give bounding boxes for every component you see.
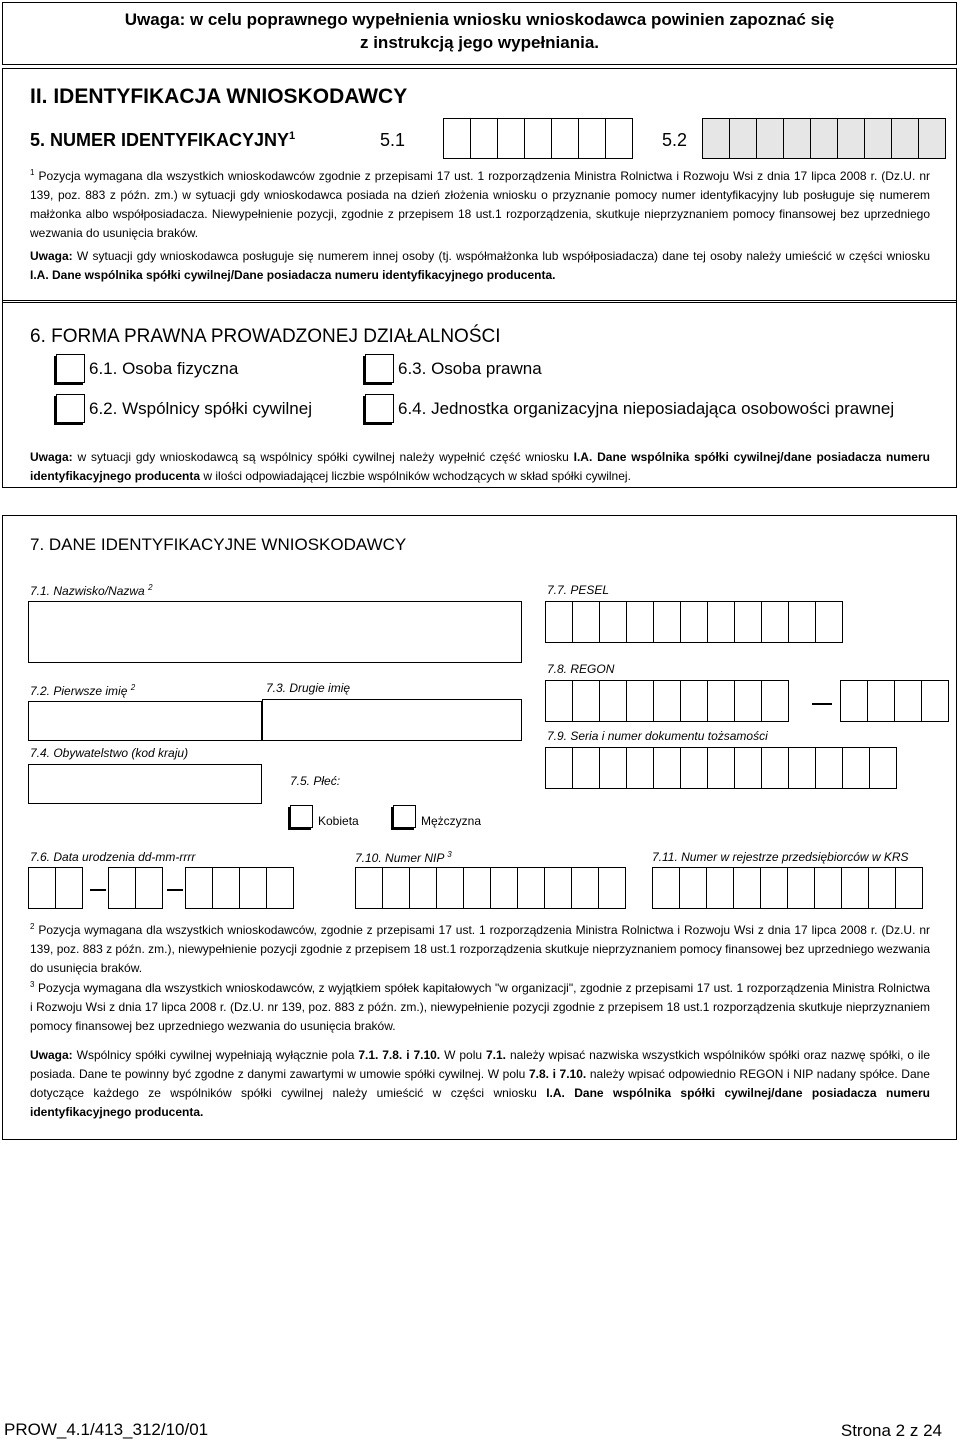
- footnote1-sup: 1: [30, 168, 35, 177]
- section7-note-h: I.A. Dane wspólnika spółki cywilnej/dane posiadacza numeru identyfikacyjnego producenta.: [30, 1086, 930, 1119]
- section7-note-a: Wspólnicy spółki cywilnej wypełniają wyłącznie pola: [76, 1048, 355, 1062]
- header-line1: Uwaga: w celu poprawnego wypełnienia wniosku wnioskodawca powinien zapoznać się: [124, 10, 835, 29]
- opt61-checkbox[interactable]: [56, 354, 85, 383]
- footnote2-sup: 2: [30, 922, 35, 931]
- f73-input[interactable]: [262, 699, 522, 741]
- footnote2-text: Pozycja wymagana dla wszystkich wnioskodawców, zgodnie z przepisami 17 ust. 1 rozporządzenia Ministra Rolnictwa i Rozwoju Wsi z dnia 17 lipca 2008 r. (Dz.U. nr 139, poz. 883 z późn. zm.), niewypełnienie pozycji zgodnie z przepisem 18 ust.1 rozporządzenia skutkuje nieprzyznaniem pomocy finansowej bez uprzedniego wezwania do usunięcia braków.: [30, 923, 930, 975]
- header-line2: z instrukcją jego wypełniania.: [359, 33, 599, 52]
- footer-page: Strona 2 z 24: [840, 1421, 942, 1440]
- f76-separator-2: [167, 889, 183, 891]
- f72-label-text: 7.2. Pierwsze imię: [30, 684, 128, 698]
- f78-separator: [812, 703, 832, 705]
- section7-note-e: należy wpisać nazwiska wszystkich wspólników spółki oraz nazwę spółki, o ile posiada. Dane te powinny być zgodne z danymi zawartymi w umowie spółki cywilnej. W polu: [30, 1048, 931, 1081]
- mezczyzna-label: Mężczyzna: [421, 814, 482, 828]
- section2-note-bold: I.A. Dane wspólnika spółki cywilnej/Dane posiadacza numeru identyfikacyjnego producenta.: [30, 268, 556, 282]
- f76-separator-1: [90, 889, 106, 891]
- opt62-checkbox[interactable]: [56, 394, 85, 423]
- section6-note: [30, 448, 930, 486]
- field5-label: [30, 130, 295, 151]
- section2-note: [30, 247, 930, 285]
- kobieta-label: Kobieta: [318, 814, 359, 828]
- section7-note-b: 7.1. 7.8. i 7.10.: [358, 1048, 441, 1062]
- f72-label: [30, 683, 135, 698]
- f711-krs-cells[interactable]: [652, 867, 923, 909]
- section7-title: 7. DANE IDENTYFIKACYJNE WNIOSKODAWCY: [30, 535, 407, 554]
- f71-input[interactable]: [28, 601, 522, 663]
- footnote3-sup: 3: [30, 980, 35, 989]
- field5-sup: 1: [289, 130, 296, 142]
- section7-note: [30, 1046, 930, 1122]
- section7-note-d: 7.1.: [485, 1048, 506, 1062]
- f76-label: 7.6. Data urodzenia dd-mm-rrrr: [30, 850, 196, 864]
- section2-title: II. IDENTYFIKACJA WNIOSKODAWCY: [30, 85, 408, 108]
- f79-label: 7.9. Seria i numer dokumentu tożsamości: [547, 729, 768, 743]
- section2-note-label: Uwaga:: [30, 249, 73, 263]
- f72-input[interactable]: [28, 701, 262, 741]
- mezczyzna-checkbox[interactable]: [393, 805, 416, 828]
- section2-note-text: W sytuacji gdy wnioskodawca posługuje się numerem innej osoby (tj. współmałżonka lub współposiadacza) dane tej osoby należy umieścić w części wniosku: [76, 249, 930, 263]
- f77-pesel-cells[interactable]: [545, 601, 843, 643]
- footer-code: PROW_4.1/413_312/10/01: [4, 1420, 209, 1439]
- section7-note-g: należy wpisać odpowiednio REGON i NIP nadany spółce. Dane dotyczące każdego ze wspólników spółki cywilnej należy umieścić w części wniosku: [30, 1067, 930, 1100]
- field5-label-text: 5. NUMER IDENTYFIKACYJNY: [30, 130, 290, 150]
- section6-note-text2: w ilości odpowiadającej liczbie wspólników wchodzących w skład spółki cywilnej.: [203, 469, 631, 483]
- footnote3-text: Pozycja wymagana dla wszystkich wnioskodawców, z wyjątkiem spółek kapitałowych "w organizacji", zgodnie z przepisami 17 ust. 1 rozporządzenia Ministra Rolnictwa i Rozwoju Wsi z dnia 17 lipca 2008 r. (Dz.U. nr 139, poz. 883 z późn. zm.), niewypełnienie pozycji zgodnie z przepisem 18 ust.1 rozporządzenia skutkuje nieprzyznaniem pomocy finansowej bez uprzedniego wezwania do usunięcia braków.: [30, 981, 930, 1033]
- f711-label: 7.11. Numer w rejestrze przedsiębiorców w KRS: [652, 850, 909, 864]
- f78-label: 7.8. REGON: [547, 662, 615, 676]
- opt63-label: 6.3. Osoba prawna: [398, 359, 542, 378]
- opt64-checkbox[interactable]: [365, 394, 394, 423]
- f710-sup: 3: [447, 850, 452, 859]
- section7-note-f: 7.8. i 7.10.: [528, 1067, 587, 1081]
- f73-label: 7.3. Drugie imię: [266, 681, 351, 695]
- opt64-label: 6.4. Jednostka organizacyjna nieposiadająca osobowości prawnej: [398, 399, 895, 418]
- f710-label: [355, 850, 452, 865]
- f75-label: 7.5. Płeć:: [290, 774, 341, 788]
- section7-note-label: Uwaga:: [30, 1048, 73, 1062]
- section6-note-bold1: I.A. Dane wspólnika spółki cywilnej/dane posiadacza numeru identyfikacyjnego producenta: [30, 450, 930, 483]
- f77-label: 7.7. PESEL: [547, 583, 610, 597]
- sub52-label: 5.2: [662, 130, 688, 150]
- f710-nip-cells[interactable]: [355, 867, 626, 909]
- kobieta-checkbox[interactable]: [290, 805, 313, 828]
- f74-label: 7.4. Obywatelstwo (kod kraju): [30, 746, 189, 760]
- f78-regon-cells-a[interactable]: [545, 680, 789, 722]
- f76-month-cells[interactable]: [108, 867, 163, 909]
- f76-year-cells[interactable]: [185, 867, 294, 909]
- footnote1-text: Pozycja wymagana dla wszystkich wnioskodawców zgodnie z przepisami 17 ust. 1 rozporządzenia Ministra Rolnictwa i Rozwoju Wsi z dnia 17 lipca 2008 r. (Dz.U. nr 139, poz. 883 z późn. zm.) w sytuacji gdy wnioskodawca posiada na dzień złożenia wniosku o przyznanie pomocy numer identyfikacyjny lub posługuje się numerem małżonka albo współposiadacza. Niewypełnienie pozycji, zgodnie z przepisem 18 ust.1 rozporządzenia, skutkuje nieprzyznaniem pomocy finansowej bez uprzedniego wezwania do usunięcia braków.: [30, 169, 930, 240]
- sub51-label: 5.1: [380, 130, 406, 150]
- f78-regon-cells-b[interactable]: [840, 680, 949, 722]
- footnote1: [30, 163, 930, 243]
- f710-label-text: 7.10. Numer NIP: [355, 851, 444, 865]
- opt61-label: 6.1. Osoba fizyczna: [89, 359, 239, 378]
- section7-note-c: W polu: [444, 1048, 483, 1062]
- field51-cells[interactable]: [443, 118, 633, 159]
- f76-day-cells[interactable]: [28, 867, 83, 909]
- field52-cells[interactable]: [702, 118, 946, 159]
- f71-label-text: 7.1. Nazwisko/Nazwa: [30, 584, 145, 598]
- footnote3: [30, 975, 930, 1036]
- f71-label: [30, 583, 153, 598]
- f79-cells[interactable]: [545, 747, 897, 789]
- f71-sup: 2: [148, 583, 153, 592]
- opt63-checkbox[interactable]: [365, 354, 394, 383]
- opt62-label: 6.2. Wspólnicy spółki cywilnej: [89, 399, 312, 418]
- footnote2: [30, 917, 930, 978]
- section6-note-text1: w sytuacji gdy wnioskodawcą są wspólnicy spółki cywilnej należy wypełnić część wniosku: [77, 450, 569, 464]
- section6-note-label: Uwaga:: [30, 450, 73, 464]
- f72-sup: 2: [130, 683, 136, 692]
- section6-title: 6. FORMA PRAWNA PROWADZONEJ DZIAŁALNOŚCI: [30, 326, 501, 347]
- f74-input[interactable]: [28, 764, 262, 804]
